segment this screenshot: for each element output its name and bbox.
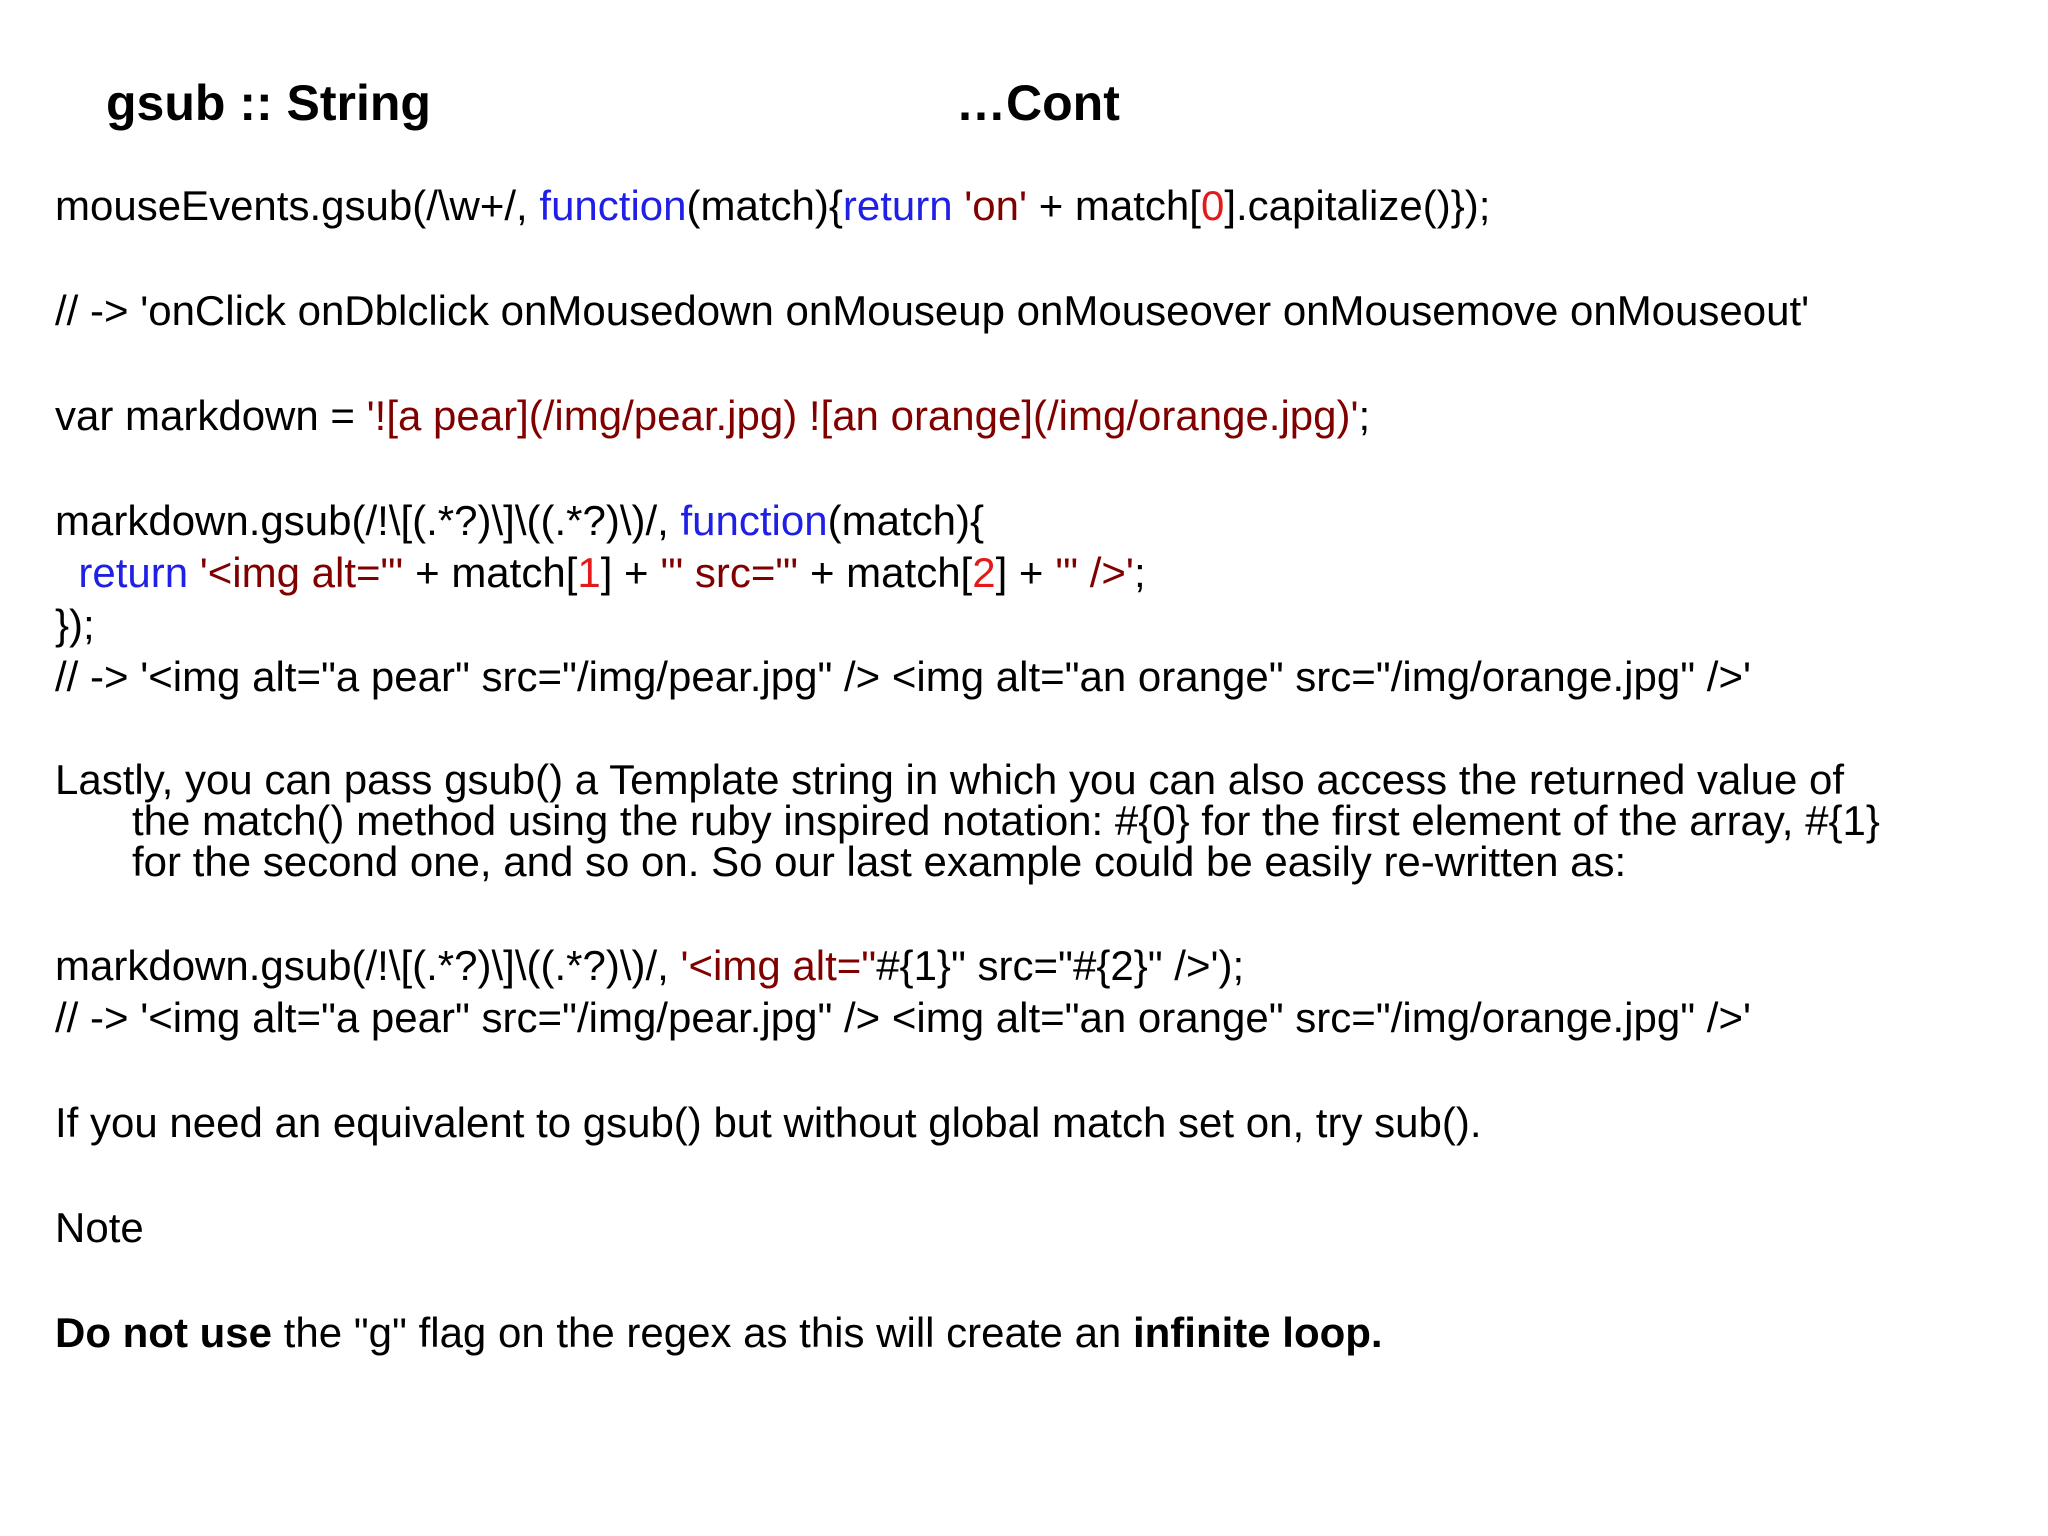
code-text: + match[	[1027, 182, 1201, 229]
code-number: 0	[1200, 182, 1225, 229]
code-string: '![a pear](/img/pear.jpg) ![an orange](/img/orange.jpg)'	[366, 392, 1359, 439]
code-text: (match){	[827, 497, 984, 544]
code-comment-mouse-events-result: // -> 'onClick onDblclick onMousedown onMouseup onMouseover onMousemove onMouseout'	[55, 287, 1810, 334]
code-string: '<img alt="'	[199, 549, 404, 596]
code-string: '<img alt="	[680, 942, 877, 989]
code-text: markdown.gsub(/!\[(.*?)\]\((.*?)\)/,	[55, 942, 681, 989]
code-line-markdown-gsub-function	[55, 495, 984, 547]
code-text: mouseEvents.gsub(/\w+/,	[55, 182, 540, 229]
code-text	[188, 549, 200, 596]
code-text: ].capitalize()});	[1224, 182, 1491, 229]
slide-title: gsub :: String	[106, 75, 431, 131]
infinite-loop-warning	[55, 1307, 1383, 1359]
code-line-markdown-gsub-template	[55, 940, 1244, 992]
code-line-close-function: });	[55, 601, 95, 648]
slide-title-continued: …Cont	[956, 75, 1120, 131]
paragraph-line: Lastly, you can pass gsub() a Template string in which you can also access the returned value of	[55, 756, 1845, 803]
paragraph-line: the match() method using the ruby inspired notation: #{0} for the first element of the array, #{1}	[132, 797, 1880, 844]
template-string-paragraph	[55, 756, 2030, 885]
paragraph-line: for the second one, and so on. So our last example could be easily re-written as:	[132, 838, 1627, 885]
code-comment-img-result: // -> '<img alt="a pear" src="/img/pear.jpg" /> <img alt="an orange" src="/img/orange.jpg" />'	[55, 653, 1752, 700]
code-text: ;	[1133, 549, 1146, 596]
code-text: ');	[1210, 942, 1245, 989]
code-text: + match[	[403, 549, 578, 596]
code-text: #{1}" src="#{2}" />	[876, 942, 1211, 989]
code-text: ] +	[995, 549, 1056, 596]
code-comment-template-result: // -> '<img alt="a pear" src="/img/pear.jpg" /> <img alt="an orange" src="/img/orange.jpg" />'	[55, 994, 1752, 1041]
code-keyword: function	[539, 182, 687, 229]
code-keyword: function	[680, 497, 828, 544]
code-text: ;	[1358, 392, 1371, 439]
code-string: 'on'	[964, 182, 1028, 229]
note-label: Note	[55, 1204, 144, 1251]
code-number: 2	[972, 549, 996, 596]
code-text: var markdown =	[55, 392, 367, 439]
code-keyword: return	[78, 549, 189, 596]
code-string: '" />'	[1055, 549, 1134, 596]
sub-method-note: If you need an equivalent to gsub() but without global match set on, try sub().	[55, 1099, 1482, 1146]
code-text: ] +	[600, 549, 661, 596]
code-line-return-img	[55, 547, 1146, 599]
code-text	[953, 182, 965, 229]
warning-bold-text: infinite loop.	[1132, 1309, 1383, 1356]
code-string: '" src="'	[660, 549, 799, 596]
code-number: 1	[577, 549, 601, 596]
code-keyword: return	[842, 182, 953, 229]
warning-text: the "g" flag on the regex as this will create an	[272, 1309, 1133, 1356]
code-line-var-markdown	[55, 390, 1370, 442]
code-indent	[55, 549, 78, 596]
code-line-gsub-mouse-events	[55, 180, 1490, 232]
code-text: + match[	[798, 549, 973, 596]
code-text: (match){	[686, 182, 843, 229]
code-text: markdown.gsub(/!\[(.*?)\]\((.*?)\)/,	[55, 497, 681, 544]
warning-bold-text: Do not use	[55, 1309, 272, 1356]
